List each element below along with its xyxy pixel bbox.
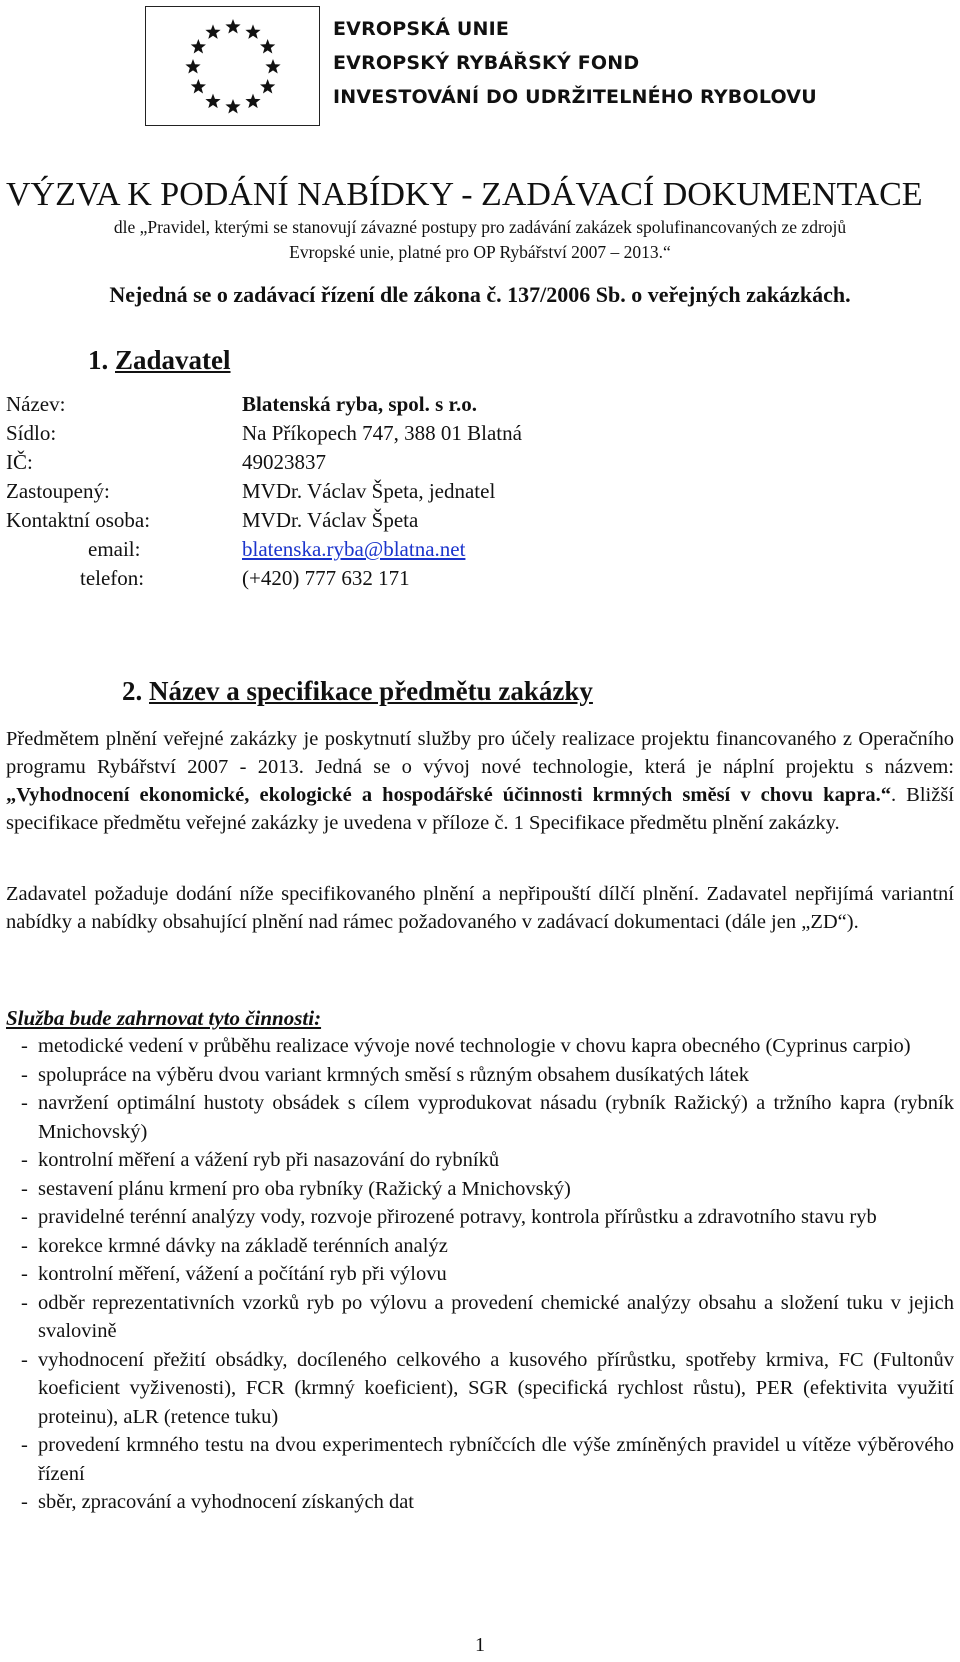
list-item-text: sběr, zpracování a vyhodnocení získaných dat: [38, 1491, 415, 1513]
list-item-text: kontrolní měření, vážení a počítání ryb při výlovu: [38, 1263, 447, 1285]
list-bullet: -: [21, 1063, 28, 1086]
eu-star-icon: [245, 94, 260, 108]
list-item-text: vyhodnocení přežití obsádky, docíleného celkového a kusového přírůstku, spotřeby krmiva, FC (Fultonův koeficient vyživenosti), FCR (krmný koeficient), SGR (specifická rychlost růstu), PER (efektivita využití proteinu), aLR (retence tuku): [38, 1348, 954, 1428]
field-value: MVDr. Václav Špeta, jednatel: [242, 479, 496, 503]
list-item-text: metodické vedení v průběhu realizace vývoje nové technologie v chovu kapra obecného (Cyprinus carpio): [38, 1035, 911, 1057]
eu-logo-text: [333, 12, 817, 114]
list-item-text: provedení krmného testu na dvou experimentech rybníčcích dle výše zmíněných pravidel u vítěze výběrového řízení: [38, 1434, 954, 1485]
eu-star-icon: [225, 19, 240, 33]
section-number: 2.: [122, 676, 143, 706]
list-bullet: -: [21, 1263, 28, 1285]
subtitle-line: dle „Pravidel, kterými se stanovují závazné postupy pro zadávání zakázek spolufinancovaných ze zdrojů: [113, 217, 847, 237]
list-item: [0, 1260, 954, 1289]
subtitle-line: Evropské unie, platné pro OP Rybářství 2007 – 2013.“: [289, 242, 671, 262]
email-link[interactable]: blatenska.ryba@blatna.net: [242, 537, 466, 561]
list-item: [0, 1032, 954, 1061]
field-label: IČ:: [6, 450, 33, 474]
paragraph-text: . Bližší specifikace předmětu veřejné zakázky je uvedena v příloze č. 1 Specifikace předmětu plnění zakázky.: [6, 784, 955, 834]
eu-logo-line: EVROPSKÁ UNIE: [333, 18, 510, 40]
eu-star-icon: [205, 24, 220, 38]
paragraph-requirements: [6, 880, 954, 936]
list-title: Služba bude zahrnovat tyto činnosti:: [6, 1006, 322, 1030]
list-item: [0, 1289, 954, 1346]
list-item-text: navržení optimální hustoty obsádek s cílem vyprodukovat násadu (rybník Ražický) a tržního kapra (rybník Mnichovský): [38, 1092, 954, 1143]
list-item: [0, 1488, 954, 1517]
list-item: [0, 1175, 954, 1204]
list-bullet: -: [21, 1092, 28, 1114]
eu-logo-line: INVESTOVÁNÍ DO UDRŽITELNÉHO RYBOLOVU: [333, 86, 817, 108]
section-title: Název a specifikace předmětu zakázky: [149, 676, 593, 706]
list-item: [0, 1346, 954, 1432]
list-bullet: -: [21, 1206, 28, 1228]
field-value: MVDr. Václav Špeta: [242, 508, 419, 532]
eu-star-icon: [225, 99, 240, 113]
eu-star-icon: [265, 59, 280, 73]
list-bullet: -: [21, 1234, 28, 1257]
field-label: email:: [88, 537, 141, 561]
list-bullet: -: [21, 1177, 28, 1200]
list-item: [0, 1203, 954, 1232]
eu-logo-line: EVROPSKÝ RYBÁŘSKÝ FOND: [333, 52, 640, 74]
page-number: 1: [475, 1634, 485, 1656]
section-title: Zadavatel: [115, 345, 231, 375]
field-label: Zastoupený:: [6, 479, 110, 503]
section-number: 1.: [88, 345, 109, 375]
list-item-text: pravidelné terénní analýzy vody, rozvoje přirozené potravy, kontrola přírůstku a zdravotního stavu ryb: [38, 1206, 877, 1228]
paragraph-text: Zadavatel požaduje dodání níže specifikovaného plnění a nepřipouští dílčí plnění. Zadavatel nepřijímá variantní nabídky a nabídky obsahující plnění nad rámec požadovaného v zadávací dokumentaci (dále jen „ZD“).: [6, 883, 954, 933]
list-item: [0, 1089, 954, 1146]
field-label: Sídlo:: [6, 421, 57, 445]
section-1-heading: [88, 345, 231, 376]
list-bullet: -: [21, 1291, 28, 1314]
list-item: [0, 1146, 954, 1175]
list-item-text: kontrolní měření a vážení ryb při nasazování do rybníků: [38, 1149, 500, 1171]
eu-star-icon: [191, 79, 206, 93]
field-label: Kontaktní osoba:: [6, 508, 151, 532]
document-subtitle: [0, 215, 960, 265]
field-value: 49023837: [242, 450, 326, 474]
list-bullet: -: [21, 1491, 28, 1513]
list-bullet: -: [21, 1348, 28, 1371]
field-label: telefon:: [80, 566, 145, 590]
eu-star-icon: [185, 59, 200, 73]
list-bullet: -: [21, 1434, 28, 1456]
list-bullet: -: [21, 1149, 28, 1171]
field-value: Na Příkopech 747, 388 01 Blatná: [242, 421, 522, 445]
project-name: „Vyhodnocení ekonomické, ekologické a hospodářské účinnosti krmných směsí v chovu kapra.“: [6, 784, 891, 806]
legal-notice: Nejedná se o zadávací řízení dle zákona č. 137/2006 Sb. o veřejných zakázkách.: [109, 282, 851, 307]
eu-flag-icon: [145, 6, 320, 126]
paragraph-text: Předmětem plnění veřejné zakázky je poskytnutí služby pro účely realizace projektu financovaného z Operačního programu Rybářství 2007 - 2013. Jedná se o vývoj nové technologie, která je náplní projektu s názvem:: [6, 728, 954, 778]
list-item: [0, 1232, 954, 1261]
eu-star-icon: [245, 24, 260, 38]
field-label: Název:: [6, 392, 66, 416]
list-item: [0, 1431, 954, 1488]
eu-logo-block: [145, 6, 817, 126]
document-title: VÝZVA K PODÁNÍ NABÍDKY - ZADÁVACÍ DOKUMENTACE: [6, 176, 923, 213]
section-2-heading: [122, 676, 593, 707]
list-item-text: sestavení plánu krmení pro oba rybníky (Ražický a Mnichovský): [38, 1177, 571, 1200]
list-item-text: spolupráce na výběru dvou variant krmných směsí s různým obsahem dusíkatých látek: [38, 1063, 750, 1086]
list-item-text: odběr reprezentativních vzorků ryb po výlovu a provedení chemické analýzy obsahu a složení tuku v jejich svalovině: [38, 1291, 954, 1342]
list-bullet: -: [21, 1035, 28, 1057]
list-item: [0, 1061, 954, 1090]
eu-star-icon: [205, 94, 220, 108]
field-value: Blatenská ryba, spol. s r.o.: [242, 392, 477, 416]
list-item-text: korekce krmné dávky na základě terénních analýz: [38, 1234, 448, 1257]
eu-star-icon: [260, 79, 275, 93]
eu-star-icon: [260, 39, 275, 53]
eu-star-icon: [191, 39, 206, 53]
field-value: (+420) 777 632 171: [242, 566, 410, 590]
paragraph-subject: [6, 725, 954, 837]
activity-list: [0, 1032, 954, 1517]
